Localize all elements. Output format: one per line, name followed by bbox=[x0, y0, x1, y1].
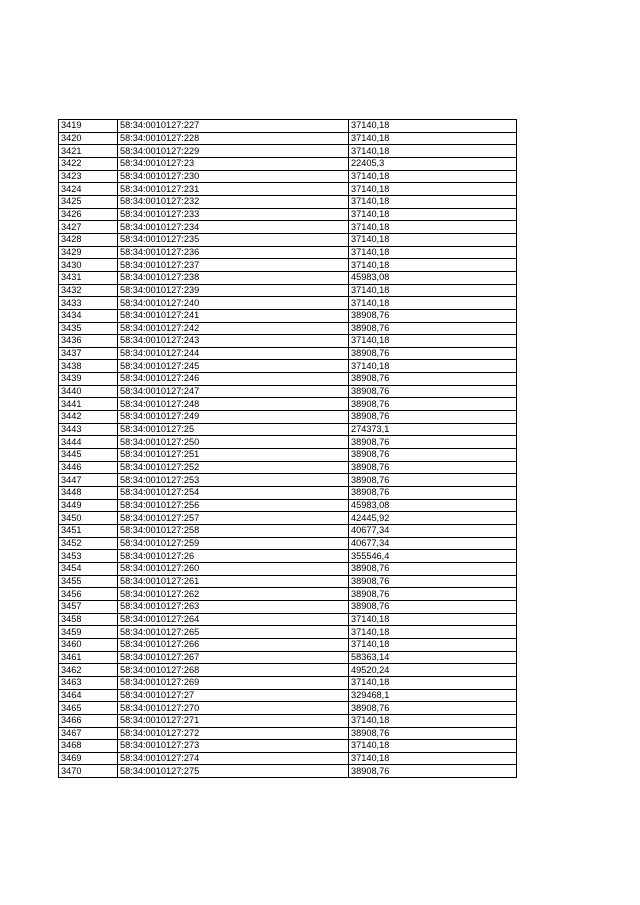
table-row bbox=[59, 512, 517, 525]
cadastral-number-cell: 58:34:0010127:248 bbox=[118, 398, 349, 411]
value-cell: 37140,18 bbox=[349, 120, 517, 133]
cadastral-number-cell: 58:34:0010127:23 bbox=[118, 157, 349, 170]
table-row bbox=[59, 765, 517, 778]
cadastral-number-cell: 58:34:0010127:273 bbox=[118, 740, 349, 753]
row-number-cell: 3421 bbox=[59, 145, 118, 158]
row-number-cell: 3464 bbox=[59, 689, 118, 702]
cadastral-number-cell: 58:34:0010127:250 bbox=[118, 436, 349, 449]
table-row bbox=[59, 284, 517, 297]
table-row bbox=[59, 436, 517, 449]
table-row bbox=[59, 208, 517, 221]
table-row bbox=[59, 411, 517, 424]
value-cell: 329468,1 bbox=[349, 689, 517, 702]
cadastral-number-cell: 58:34:0010127:238 bbox=[118, 271, 349, 284]
value-cell: 37140,18 bbox=[349, 221, 517, 234]
value-cell: 38908,76 bbox=[349, 309, 517, 322]
row-number-cell: 3459 bbox=[59, 626, 118, 639]
row-number-cell: 3439 bbox=[59, 373, 118, 386]
row-number-cell: 3429 bbox=[59, 246, 118, 259]
value-cell: 37140,18 bbox=[349, 132, 517, 145]
value-cell: 37140,18 bbox=[349, 297, 517, 310]
cadastral-number-cell: 58:34:0010127:267 bbox=[118, 651, 349, 664]
row-number-cell: 3432 bbox=[59, 284, 118, 297]
row-number-cell: 3426 bbox=[59, 208, 118, 221]
value-cell: 37140,18 bbox=[349, 740, 517, 753]
table-row bbox=[59, 322, 517, 335]
cadastral-number-cell: 58:34:0010127:231 bbox=[118, 183, 349, 196]
value-cell: 42445,92 bbox=[349, 512, 517, 525]
value-cell: 22405,3 bbox=[349, 157, 517, 170]
table-row bbox=[59, 525, 517, 538]
cadastral-number-cell: 58:34:0010127:271 bbox=[118, 714, 349, 727]
table-row bbox=[59, 271, 517, 284]
cadastral-number-cell: 58:34:0010127:230 bbox=[118, 170, 349, 183]
table-row bbox=[59, 474, 517, 487]
row-number-cell: 3463 bbox=[59, 676, 118, 689]
table-row bbox=[59, 183, 517, 196]
row-number-cell: 3444 bbox=[59, 436, 118, 449]
value-cell: 38908,76 bbox=[349, 449, 517, 462]
cadastral-number-cell: 58:34:0010127:260 bbox=[118, 562, 349, 575]
table-row bbox=[59, 221, 517, 234]
value-cell: 37140,18 bbox=[349, 233, 517, 246]
table-row bbox=[59, 373, 517, 386]
row-number-cell: 3467 bbox=[59, 727, 118, 740]
table-row bbox=[59, 537, 517, 550]
row-number-cell: 3447 bbox=[59, 474, 118, 487]
cadastral-number-cell: 58:34:0010127:259 bbox=[118, 537, 349, 550]
cadastral-number-cell: 58:34:0010127:228 bbox=[118, 132, 349, 145]
table-row bbox=[59, 347, 517, 360]
value-cell: 38908,76 bbox=[349, 347, 517, 360]
cadastral-number-cell: 58:34:0010127:233 bbox=[118, 208, 349, 221]
value-cell: 38908,76 bbox=[349, 727, 517, 740]
table-row bbox=[59, 752, 517, 765]
value-cell: 49520,24 bbox=[349, 664, 517, 677]
cadastral-number-cell: 58:34:0010127:266 bbox=[118, 638, 349, 651]
value-cell: 37140,18 bbox=[349, 195, 517, 208]
table-row bbox=[59, 335, 517, 348]
row-number-cell: 3441 bbox=[59, 398, 118, 411]
row-number-cell: 3443 bbox=[59, 423, 118, 436]
row-number-cell: 3462 bbox=[59, 664, 118, 677]
cadastral-number-cell: 58:34:0010127:232 bbox=[118, 195, 349, 208]
cadastral-number-cell: 58:34:0010127:257 bbox=[118, 512, 349, 525]
row-number-cell: 3465 bbox=[59, 702, 118, 715]
value-cell: 37140,18 bbox=[349, 170, 517, 183]
value-cell: 37140,18 bbox=[349, 752, 517, 765]
cadastral-number-cell: 58:34:0010127:242 bbox=[118, 322, 349, 335]
cadastral-number-cell: 58:34:0010127:234 bbox=[118, 221, 349, 234]
row-number-cell: 3435 bbox=[59, 322, 118, 335]
row-number-cell: 3460 bbox=[59, 638, 118, 651]
cadastral-number-cell: 58:34:0010127:275 bbox=[118, 765, 349, 778]
table-row bbox=[59, 550, 517, 563]
row-number-cell: 3419 bbox=[59, 120, 118, 133]
row-number-cell: 3456 bbox=[59, 588, 118, 601]
cadastral-number-cell: 58:34:0010127:256 bbox=[118, 499, 349, 512]
row-number-cell: 3425 bbox=[59, 195, 118, 208]
table-row bbox=[59, 626, 517, 639]
table-row bbox=[59, 740, 517, 753]
table-row bbox=[59, 449, 517, 462]
value-cell: 37140,18 bbox=[349, 208, 517, 221]
table-row bbox=[59, 702, 517, 715]
table-row bbox=[59, 195, 517, 208]
row-number-cell: 3437 bbox=[59, 347, 118, 360]
cadastral-number-cell: 58:34:0010127:241 bbox=[118, 309, 349, 322]
table-row bbox=[59, 309, 517, 322]
cadastral-number-cell: 58:34:0010127:247 bbox=[118, 385, 349, 398]
value-cell: 38908,76 bbox=[349, 474, 517, 487]
value-cell: 37140,18 bbox=[349, 259, 517, 272]
row-number-cell: 3422 bbox=[59, 157, 118, 170]
value-cell: 38908,76 bbox=[349, 588, 517, 601]
cadastral-number-cell: 58:34:0010127:268 bbox=[118, 664, 349, 677]
table-row bbox=[59, 676, 517, 689]
value-cell: 37140,18 bbox=[349, 145, 517, 158]
table-row bbox=[59, 259, 517, 272]
cadastral-number-cell: 58:34:0010127:249 bbox=[118, 411, 349, 424]
table-row bbox=[59, 132, 517, 145]
value-cell: 40677,34 bbox=[349, 537, 517, 550]
cadastral-number-cell: 58:34:0010127:270 bbox=[118, 702, 349, 715]
value-cell: 37140,18 bbox=[349, 360, 517, 373]
table-row bbox=[59, 297, 517, 310]
cadastral-number-cell: 58:34:0010127:258 bbox=[118, 525, 349, 538]
table-row bbox=[59, 120, 517, 133]
row-number-cell: 3436 bbox=[59, 335, 118, 348]
row-number-cell: 3458 bbox=[59, 613, 118, 626]
row-number-cell: 3450 bbox=[59, 512, 118, 525]
row-number-cell: 3445 bbox=[59, 449, 118, 462]
value-cell: 45983,08 bbox=[349, 499, 517, 512]
table-row bbox=[59, 461, 517, 474]
cadastral-number-cell: 58:34:0010127:227 bbox=[118, 120, 349, 133]
table-row bbox=[59, 170, 517, 183]
table-row bbox=[59, 246, 517, 259]
row-number-cell: 3452 bbox=[59, 537, 118, 550]
value-cell: 38908,76 bbox=[349, 373, 517, 386]
value-cell: 38908,76 bbox=[349, 385, 517, 398]
table-row bbox=[59, 145, 517, 158]
row-number-cell: 3420 bbox=[59, 132, 118, 145]
row-number-cell: 3423 bbox=[59, 170, 118, 183]
row-number-cell: 3434 bbox=[59, 309, 118, 322]
value-cell: 45983,08 bbox=[349, 271, 517, 284]
cadastral-number-cell: 58:34:0010127:263 bbox=[118, 600, 349, 613]
value-cell: 37140,18 bbox=[349, 613, 517, 626]
row-number-cell: 3442 bbox=[59, 411, 118, 424]
data-table bbox=[58, 119, 517, 778]
cadastral-number-cell: 58:34:0010127:26 bbox=[118, 550, 349, 563]
value-cell: 38908,76 bbox=[349, 461, 517, 474]
row-number-cell: 3446 bbox=[59, 461, 118, 474]
value-cell: 355546,4 bbox=[349, 550, 517, 563]
cadastral-number-cell: 58:34:0010127:245 bbox=[118, 360, 349, 373]
row-number-cell: 3455 bbox=[59, 575, 118, 588]
table-row bbox=[59, 600, 517, 613]
row-number-cell: 3454 bbox=[59, 562, 118, 575]
cadastral-number-cell: 58:34:0010127:254 bbox=[118, 487, 349, 500]
value-cell: 38908,76 bbox=[349, 436, 517, 449]
value-cell: 37140,18 bbox=[349, 284, 517, 297]
value-cell: 38908,76 bbox=[349, 575, 517, 588]
cadastral-number-cell: 58:34:0010127:269 bbox=[118, 676, 349, 689]
cadastral-number-cell: 58:34:0010127:253 bbox=[118, 474, 349, 487]
value-cell: 37140,18 bbox=[349, 246, 517, 259]
cadastral-number-cell: 58:34:0010127:235 bbox=[118, 233, 349, 246]
row-number-cell: 3451 bbox=[59, 525, 118, 538]
table-row bbox=[59, 664, 517, 677]
row-number-cell: 3469 bbox=[59, 752, 118, 765]
table-body bbox=[59, 120, 517, 778]
table-row bbox=[59, 727, 517, 740]
value-cell: 37140,18 bbox=[349, 335, 517, 348]
value-cell: 38908,76 bbox=[349, 600, 517, 613]
value-cell: 38908,76 bbox=[349, 322, 517, 335]
value-cell: 38908,76 bbox=[349, 562, 517, 575]
cadastral-number-cell: 58:34:0010127:237 bbox=[118, 259, 349, 272]
value-cell: 38908,76 bbox=[349, 487, 517, 500]
table-row bbox=[59, 651, 517, 664]
table-row bbox=[59, 398, 517, 411]
cadastral-number-cell: 58:34:0010127:262 bbox=[118, 588, 349, 601]
row-number-cell: 3427 bbox=[59, 221, 118, 234]
value-cell: 38908,76 bbox=[349, 398, 517, 411]
row-number-cell: 3457 bbox=[59, 600, 118, 613]
table-row bbox=[59, 360, 517, 373]
table-row bbox=[59, 689, 517, 702]
value-cell: 37140,18 bbox=[349, 626, 517, 639]
cadastral-number-cell: 58:34:0010127:244 bbox=[118, 347, 349, 360]
cadastral-number-cell: 58:34:0010127:229 bbox=[118, 145, 349, 158]
row-number-cell: 3468 bbox=[59, 740, 118, 753]
row-number-cell: 3461 bbox=[59, 651, 118, 664]
cadastral-number-cell: 58:34:0010127:252 bbox=[118, 461, 349, 474]
table-row bbox=[59, 575, 517, 588]
row-number-cell: 3431 bbox=[59, 271, 118, 284]
value-cell: 37140,18 bbox=[349, 183, 517, 196]
cadastral-number-cell: 58:34:0010127:240 bbox=[118, 297, 349, 310]
table-row bbox=[59, 233, 517, 246]
table-row bbox=[59, 499, 517, 512]
row-number-cell: 3428 bbox=[59, 233, 118, 246]
table-row bbox=[59, 638, 517, 651]
cadastral-number-cell: 58:34:0010127:264 bbox=[118, 613, 349, 626]
row-number-cell: 3466 bbox=[59, 714, 118, 727]
value-cell: 37140,18 bbox=[349, 676, 517, 689]
value-cell: 38908,76 bbox=[349, 702, 517, 715]
row-number-cell: 3449 bbox=[59, 499, 118, 512]
cadastral-number-cell: 58:34:0010127:243 bbox=[118, 335, 349, 348]
row-number-cell: 3453 bbox=[59, 550, 118, 563]
table-row bbox=[59, 423, 517, 436]
row-number-cell: 3433 bbox=[59, 297, 118, 310]
table-row bbox=[59, 588, 517, 601]
cadastral-number-cell: 58:34:0010127:272 bbox=[118, 727, 349, 740]
value-cell: 37140,18 bbox=[349, 714, 517, 727]
row-number-cell: 3440 bbox=[59, 385, 118, 398]
row-number-cell: 3430 bbox=[59, 259, 118, 272]
cadastral-number-cell: 58:34:0010127:236 bbox=[118, 246, 349, 259]
table-row bbox=[59, 385, 517, 398]
value-cell: 38908,76 bbox=[349, 765, 517, 778]
value-cell: 37140,18 bbox=[349, 638, 517, 651]
row-number-cell: 3438 bbox=[59, 360, 118, 373]
table-row bbox=[59, 562, 517, 575]
row-number-cell: 3448 bbox=[59, 487, 118, 500]
cadastral-number-cell: 58:34:0010127:265 bbox=[118, 626, 349, 639]
table-row bbox=[59, 487, 517, 500]
cadastral-number-cell: 58:34:0010127:274 bbox=[118, 752, 349, 765]
table-row bbox=[59, 613, 517, 626]
cadastral-number-cell: 58:34:0010127:27 bbox=[118, 689, 349, 702]
cadastral-number-cell: 58:34:0010127:25 bbox=[118, 423, 349, 436]
value-cell: 58363,14 bbox=[349, 651, 517, 664]
cadastral-number-cell: 58:34:0010127:239 bbox=[118, 284, 349, 297]
value-cell: 274373,1 bbox=[349, 423, 517, 436]
value-cell: 38908,76 bbox=[349, 411, 517, 424]
table-row bbox=[59, 714, 517, 727]
cadastral-number-cell: 58:34:0010127:251 bbox=[118, 449, 349, 462]
cadastral-number-cell: 58:34:0010127:246 bbox=[118, 373, 349, 386]
cadastral-number-cell: 58:34:0010127:261 bbox=[118, 575, 349, 588]
row-number-cell: 3470 bbox=[59, 765, 118, 778]
table-row bbox=[59, 157, 517, 170]
value-cell: 40677,34 bbox=[349, 525, 517, 538]
row-number-cell: 3424 bbox=[59, 183, 118, 196]
